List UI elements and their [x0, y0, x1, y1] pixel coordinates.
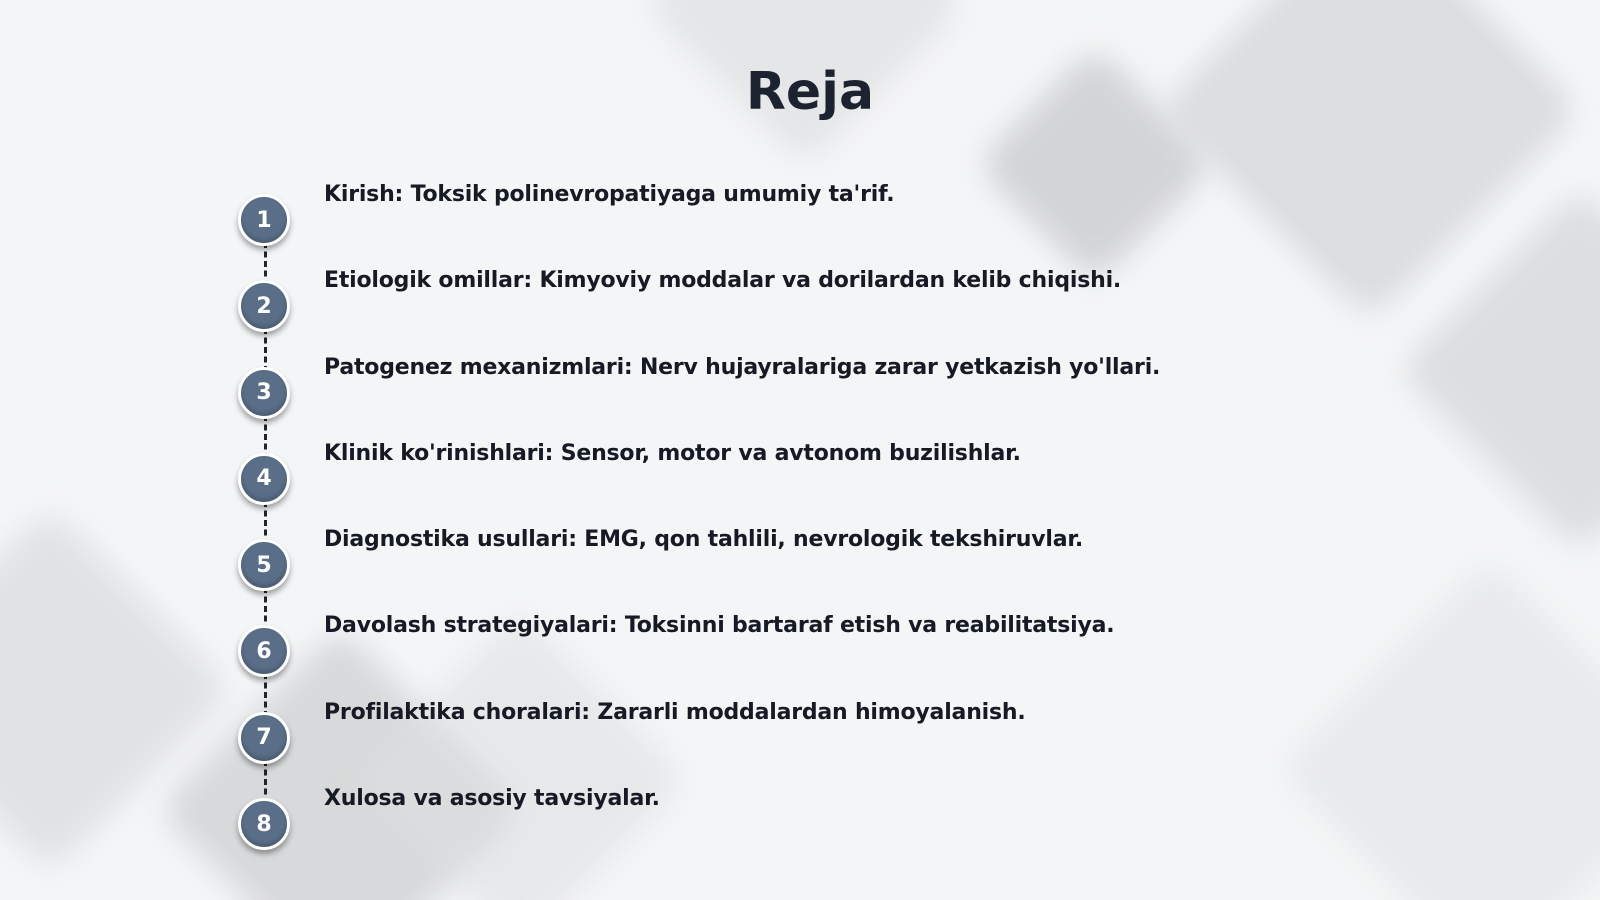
- step-number-badge: 2: [238, 280, 290, 332]
- agenda-item: [236, 180, 1436, 266]
- agenda-list: [236, 180, 1436, 870]
- agenda-item-text: Klinik ko'rinishlari: Sensor, motor va avtonom buzilishlar.: [324, 440, 1021, 466]
- step-number-badge: 4: [238, 453, 290, 505]
- slide-title: Reja: [745, 62, 875, 122]
- agenda-item-text: Patogenez mexanizmlari: Nerv hujayralariga zarar yetkazish yo'llari.: [324, 354, 1161, 380]
- agenda-item: [236, 266, 1436, 352]
- step-number-badge: 1: [238, 194, 290, 246]
- agenda-item-text: Profilaktika choralari: Zararli moddalardan himoyalanish.: [324, 699, 1026, 725]
- agenda-item-text: Etiologik omillar: Kimyoviy moddalar va dorilardan kelib chiqishi.: [324, 268, 1122, 294]
- step-number-badge: 5: [238, 539, 290, 591]
- step-number-badge: 8: [238, 798, 290, 850]
- agenda-item: [236, 353, 1436, 439]
- agenda-item-text: Kirish: Toksik polinevropatiyaga umumiy ta'rif.: [324, 182, 895, 207]
- step-number-badge: 7: [238, 712, 290, 764]
- agenda-item: [236, 525, 1436, 611]
- agenda-item-text: Davolash strategiyalari: Toksinni bartaraf etish va reabilitatsiya.: [324, 613, 1115, 639]
- step-number-badge: 6: [238, 625, 290, 677]
- agenda-item: [236, 439, 1436, 525]
- agenda-item-text: Xulosa va asosiy tavsiyalar.: [324, 786, 660, 812]
- agenda-item-text: Diagnostika usullari: EMG, qon tahlili, nevrologik tekshiruvlar.: [324, 527, 1084, 553]
- step-number-badge: 3: [238, 367, 290, 419]
- agenda-item: [236, 784, 1436, 870]
- agenda-item: [236, 611, 1436, 697]
- agenda-item: [236, 698, 1436, 784]
